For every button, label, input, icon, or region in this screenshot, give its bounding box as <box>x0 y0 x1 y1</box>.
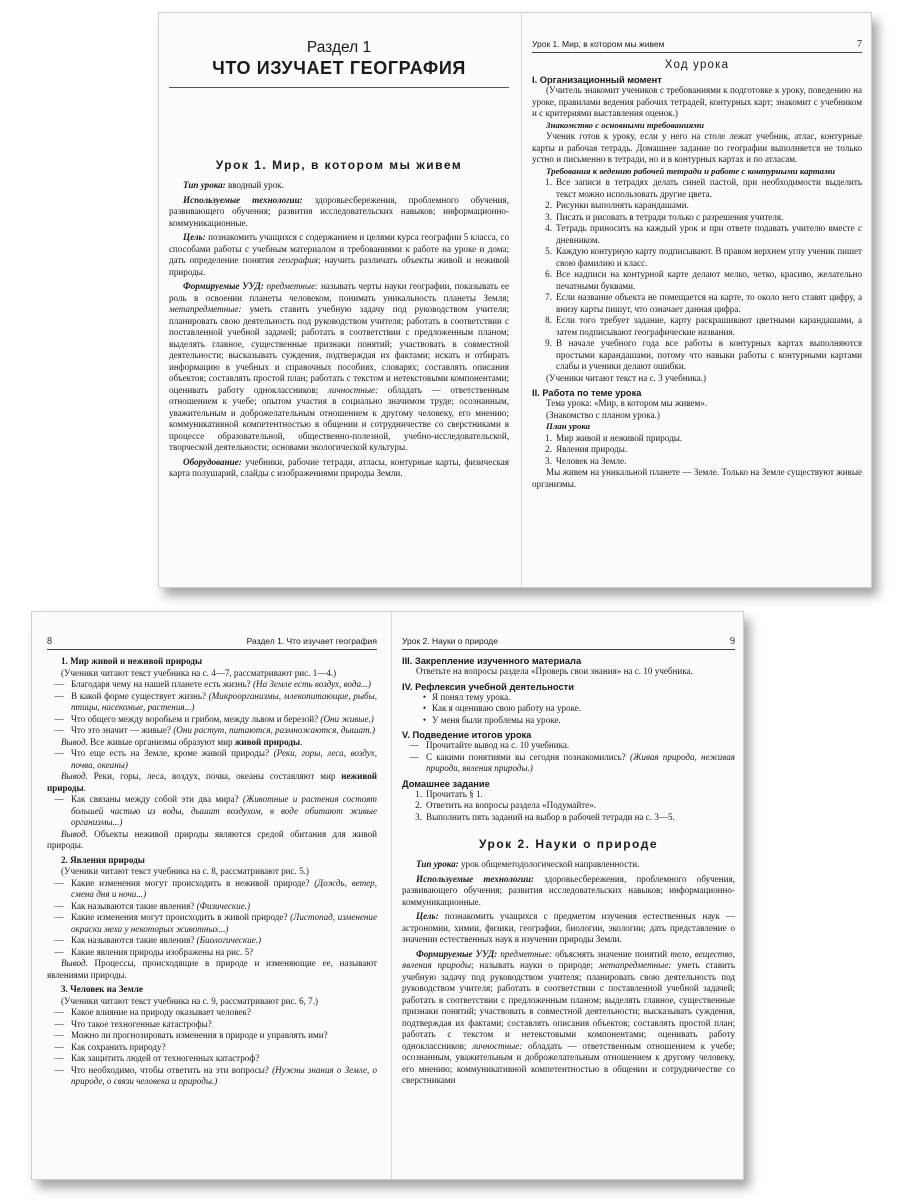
paragraph: (Ученики читают текст на с. 3 учебника.) <box>546 372 707 383</box>
subheading: Требования к ведению рабочей тетради и работе с контурными картами <box>546 165 835 176</box>
list-item <box>532 444 862 456</box>
part-title: II. Работа по теме урока <box>532 388 642 398</box>
question: Какие изменения могут происходить в неживой природе? <box>71 877 315 888</box>
question-text <box>71 878 377 901</box>
question-text <box>71 912 377 935</box>
question: Прочитайте вывод на с. 10 учебника. <box>426 740 570 750</box>
item-number: 3. <box>545 211 552 222</box>
page-right-9 <box>402 612 735 1179</box>
question-list <box>47 679 377 737</box>
lesson-uud: Формируемые УУД: предметные: называть черты науки географии, показывать ее роль в освоении планеты человеком, понимать уникальность планеты Земля; метапредметные: уметь ставить учебную задачу под руководством учителя; планировать свою деятельность под руководством учителя; работать в соответствии с поставленной учебной задачей; работать в соответствии с предложенным планом; выделять главное, существенные признаки понятий; участвовать в совместной деятельности; высказывать суждения, подтверждая их фактами; искать и отбирать информацию в учебных и справочных пособиях, словарях; составлять описания объектов; составлять простой план; работать с текстом и нетекстовыми компонентами; оценивать работу одноклассников; личностные: обладать — ответственным отношением к учебе; опытом участия в социально значимом труде; осознанным, уважительным и доброжелательным отношением к другому человеку, его мнению; коммуникативной компетентностью в общении и сотрудничестве со сверстниками в процессе образовательной, общественно-полезной, учебно-исследовательской, творческой деятельности; основами экологической культуры. <box>169 281 509 452</box>
list-item <box>532 177 862 200</box>
book-spread-top <box>158 12 872 588</box>
paragraph: Ответьте на вопросы раздела «Проверь свои знания» на с. 10 учебника. <box>416 666 693 676</box>
part-title: V. Подведение итогов урока <box>402 730 532 740</box>
question: Как называются такие явления? <box>71 900 197 911</box>
lesson-title: Урок 2. Науки о природе <box>479 837 658 851</box>
answer: (Они растут, питаются, размножаются, дышат.) <box>173 725 376 735</box>
list-item <box>532 223 862 246</box>
item-number: 1. <box>415 788 422 799</box>
answer: (Нужны знания о Земле, о природе, о связи человека и природы.) <box>71 1064 377 1086</box>
question-list <box>47 748 377 771</box>
lesson-type: Тип урока: урок общеметодологической направленности. <box>416 859 640 869</box>
item-text: Прочитать § 1. <box>426 788 483 799</box>
question-text <box>71 1042 377 1054</box>
question-item <box>47 794 377 829</box>
question: С какими понятиями вы сегодня познакомились? <box>426 751 631 762</box>
item-text: Если название объекта не помещается на карте, то около него ставят цифру, а внизу карты пишут, что означает данная цифра. <box>556 292 862 314</box>
question: Что общего между воробьем и грибом, между львом и березой? <box>71 713 321 724</box>
list-item <box>532 269 862 292</box>
list-item <box>402 789 735 801</box>
dash-marker: — <box>54 1007 64 1017</box>
item-text: Все надписи на контурной карте делают мелко, четко, красиво, желательно печатными буквами. <box>556 269 862 291</box>
question-text <box>71 794 377 829</box>
paragraph: (Ученики читают текст учебника на с. 9, рассматривают рис. 6, 7.) <box>61 995 319 1006</box>
section-title: ЧТО ИЗУЧАЕТ ГЕОГРАФИЯ <box>212 58 466 78</box>
paragraph: (Ученики читают текст учебника на с. 8, рассматривают рис. 5.) <box>61 866 309 876</box>
dash-marker: — <box>54 900 64 911</box>
question-list <box>47 1007 377 1088</box>
question-item <box>47 1030 377 1042</box>
question-text <box>71 1030 377 1042</box>
answer: (Микроорганизмы, млекопитающие, рыбы, птицы, насекомые, растения...) <box>71 690 377 712</box>
question: Можно ли прогнозировать изменения в природе и управлять ими? <box>71 1030 328 1040</box>
reflection-list <box>402 692 735 727</box>
item-text: У меня были проблемы на уроке. <box>432 714 561 725</box>
lesson-type: Тип урока: вводный урок. <box>183 180 284 190</box>
dash-marker: — <box>54 1053 64 1063</box>
answer: (Живая природа, неживая природа, явления природы.) <box>426 751 735 773</box>
question-item <box>47 912 377 935</box>
list-item <box>532 246 862 269</box>
spine-gutter <box>521 13 522 587</box>
question: Какие явления природы изображены на рис. 5? <box>71 946 254 957</box>
conclusion: Вывод. Все живые организмы образуют мир живой природы. <box>61 736 303 747</box>
question-text <box>71 725 377 737</box>
lesson-equipment: Оборудование: учебники, рабочие тетради, атласы, контурные карты, физическая карта полушарий, слайды с изображениями природы Земли. <box>169 456 509 478</box>
item-number: 7. <box>545 292 552 302</box>
subheading: Знакомство с основными требованиями <box>546 119 705 130</box>
question-item <box>47 1053 377 1065</box>
dash-marker: — <box>54 725 64 735</box>
answer: (На Земле есть воздух, вода...) <box>252 679 371 689</box>
question: Как называются такие явления? <box>71 935 197 945</box>
part-title: IV. Рефлексия учебной деятельности <box>402 681 574 692</box>
conclusion: Вывод. Объекты неживой природы являются средой обитания для живой природы. <box>47 828 377 850</box>
item-text: Ответить на вопросы раздела «Подумайте». <box>426 800 597 810</box>
paragraph: Мы живем на уникальной планете — Земле. Только на Земле существуют живые организмы. <box>532 467 862 489</box>
list-item <box>402 800 735 812</box>
dash-marker: — <box>54 679 64 689</box>
page-right-7 <box>532 13 862 587</box>
question-item <box>47 725 377 737</box>
answer: (Биологические.) <box>196 935 262 945</box>
dash-marker: — <box>409 751 419 762</box>
dash-marker: — <box>409 740 419 750</box>
question-text <box>71 947 377 959</box>
item-text: Каждую контурную карту подписывают. В правом верхнем углу ученик пишет свою фамилию и класс. <box>556 246 862 268</box>
question-text <box>71 1019 377 1031</box>
list-item <box>402 812 735 824</box>
bullet-marker: • <box>422 714 426 725</box>
bullet-marker: • <box>422 691 426 702</box>
title-divider <box>169 87 509 88</box>
question: Как защитить людей от техногенных катастроф? <box>71 1053 260 1063</box>
item-text: Выполнить пять заданий на выбор в рабочей тетради на с. 3—5. <box>426 811 675 822</box>
question-text <box>426 752 735 775</box>
item-number: 5. <box>545 246 552 256</box>
homework-list <box>402 789 735 824</box>
running-head: Урок 2. Науки о природе 9 <box>402 636 735 650</box>
question: Благодаря чему на нашей планете есть жизнь? <box>71 679 253 689</box>
question: Что такое техногенные катастрофы? <box>71 1018 212 1029</box>
running-head: Урок 1. Мир, в котором мы живем 7 <box>532 39 862 53</box>
question-list <box>402 740 735 775</box>
lesson-technologies: Используемые технологии: здоровьесбережения, проблемного обучения, развивающего обучения; развития исследовательских навыков; информационно-коммуникационные. <box>169 194 509 228</box>
item-number: 4. <box>545 223 552 233</box>
question-list <box>47 794 377 829</box>
paragraph: Тема урока: «Мир, в котором мы живем». <box>546 398 708 408</box>
dash-marker: — <box>54 1030 64 1040</box>
lesson-title: Урок 1. Мир, в котором мы живем <box>215 158 463 172</box>
question-item <box>47 901 377 913</box>
question-item <box>47 935 377 947</box>
book-spread-bottom <box>31 611 744 1180</box>
lesson-uud: Формируемые УУД: предметные: объяснять значение понятий тело, вещество, явления природы; называть науки о природе; метапредметные: уметь ставить учебную задачу под руководством учителя; планировать свою деятельность под руководством учителя; работать в соответствии с поставленной учебной задачей; работать в соответствии с предложенным планом; выделять главное, существенные признаки понятий; участвовать в совместной деятельности; высказывать суждения, подтверждая их фактами; составлять описания объектов; составлять простой план; работать с текстом и нетекстовыми компонентами; оценивать работу одноклассников; личностные: обладать — ответственным отношением к учебе; осознанным, уважительным и доброжелательным отношением к другому человеку, его мнению; коммуникативной компетентностью в общении и сотрудничестве со сверстниками <box>402 948 735 1085</box>
question-item <box>47 714 377 726</box>
page-number: 8 <box>47 636 52 647</box>
dash-marker: — <box>54 794 64 804</box>
question-item <box>47 691 377 714</box>
question-item <box>402 752 735 775</box>
question-item <box>47 748 377 771</box>
question-item <box>47 1065 377 1088</box>
question: В какой форме существует жизнь? <box>71 690 209 701</box>
question-item <box>47 947 377 959</box>
page-number: 7 <box>857 39 862 50</box>
list-item <box>532 456 862 468</box>
question-text <box>71 1053 377 1065</box>
list-item <box>532 292 862 315</box>
section-label: Раздел 1 <box>306 39 372 56</box>
conclusion: Вывод. Процессы, происходящие в природе и изменяющие ее, называют явлениями природы. <box>47 958 377 980</box>
question-item <box>47 878 377 901</box>
dash-marker: — <box>54 713 64 724</box>
list-item <box>402 715 735 727</box>
bullet-marker: • <box>422 703 426 713</box>
question-item <box>47 679 377 691</box>
item-number: 2. <box>415 800 422 810</box>
question-text <box>71 679 377 691</box>
subsection-title: 2. Явления природы <box>61 854 145 865</box>
question: Какие изменения могут происходить в живой природе? <box>71 912 291 922</box>
lesson-course-title: Ход урока <box>664 59 730 71</box>
part-title: I. Организационный момент <box>532 75 662 85</box>
dash-marker: — <box>54 1018 64 1029</box>
question: Как сохранить природу? <box>71 1041 166 1052</box>
question-text <box>71 748 377 771</box>
question-list <box>47 878 377 959</box>
dash-marker: — <box>54 690 64 701</box>
question-item <box>402 740 735 752</box>
answer: (Листопад, изменение окраски меха у некоторых животных...) <box>71 912 377 934</box>
item-number: 8. <box>545 315 552 325</box>
lesson-goal: Цель: познакомить учащихся с предметом изучения естественных наук — астрономии, химии, физики, географии, биологии, экологии; дать представление о значении естественных наук в изучении природы Земли. <box>402 911 735 944</box>
question-item <box>47 1042 377 1054</box>
item-text: Явления природы. <box>556 444 628 454</box>
dash-marker: — <box>54 748 64 758</box>
paragraph: (Ученики читают текст учебника на с. 4—7, рассматривают рис. 1—4.) <box>61 667 337 678</box>
part-title: Домашнее задание <box>402 778 490 789</box>
item-text: Мир живой и неживой природы. <box>556 432 683 443</box>
rules-list <box>532 177 862 373</box>
question-text <box>71 714 377 726</box>
item-text: Если того требует задание, карту раскрашивают цветными карандашами, а затем подписывают географические названия. <box>556 315 862 337</box>
item-number: 1. <box>545 432 552 443</box>
item-number: 3. <box>415 811 422 822</box>
item-text: Как я оцениваю свою работу на уроке. <box>432 703 582 713</box>
dash-marker: — <box>54 946 64 957</box>
list-item <box>532 338 862 373</box>
list-item <box>532 315 862 338</box>
page-left-8 <box>47 612 377 1179</box>
question-text <box>71 1065 377 1088</box>
paragraph: Ученик готов к уроку, если у него на столе лежат учебник, атлас, контурные карты и рабочая тетрадь. Домашнее задание по географии выполняется не только устно и письменно в тетради, но и в контурных картах и по атласам. <box>532 131 862 164</box>
lesson-goal: Цель: познакомить учащихся с содержанием и целями курса географии 5 класса, со способами работы с учебным материалом и требованиями к работе на уроке и дома; дать определение понятия география; научить различать объекты живой и неживой природы. <box>169 232 509 277</box>
item-number: 2. <box>545 200 552 210</box>
paragraph: (Учитель знакомит учеников с требованиями к подготовке к уроку, поведению на уроке, правилами ведения рабочих тетрадей, контурных карт; знакомит с учебником и с критериями выставления оценок.) <box>532 85 862 118</box>
subsection-title: 3. Человек на Земле <box>61 984 143 994</box>
item-text: Рисунки выполнять карандашами. <box>556 200 689 210</box>
running-head: 8 Раздел 1. Что изучает география <box>47 636 377 650</box>
item-text: Тетрадь приносить на каждый урок и при ответе подавать учителю вместе с дневником. <box>556 223 862 245</box>
dash-marker: — <box>54 935 64 945</box>
part-title: III. Закрепление изученного материала <box>402 656 582 666</box>
question: Что необходимо, чтобы ответить на эти вопросы? <box>71 1064 273 1075</box>
question-text <box>426 740 735 752</box>
item-number: 3. <box>545 455 552 466</box>
question-item <box>47 1007 377 1019</box>
list-item <box>402 692 735 704</box>
list-item <box>402 703 735 715</box>
item-text: В начале учебного года все работы в контурных картах выполняются простыми карандашами, потому что навыки работы с контурными картами слабы и ученики делают ошибки. <box>556 338 862 371</box>
subsection-title: 1. Мир живой и неживой природы <box>61 656 203 666</box>
item-number: 9. <box>545 338 552 348</box>
dash-marker: — <box>54 877 64 888</box>
subheading: План урока <box>546 421 591 431</box>
spine-gutter <box>391 612 392 1179</box>
answer: (Физические.) <box>196 900 251 911</box>
lesson-technologies: Используемые технологии: здоровьесбережения, проблемного обучения, развивающего обучения; развития исследовательских навыков; информационно-коммуникационные. <box>402 873 735 907</box>
list-item <box>532 212 862 224</box>
answer: (Они живые.) <box>320 713 374 724</box>
item-number: 2. <box>545 444 552 454</box>
item-number: 1. <box>545 177 552 187</box>
answer: (Реки, горы, леса, воздух, почва, океаны) <box>71 748 377 770</box>
dash-marker: — <box>54 1064 64 1075</box>
list-item <box>532 200 862 212</box>
dash-marker: — <box>54 1041 64 1052</box>
question-text <box>71 901 377 913</box>
item-number: 6. <box>545 269 552 279</box>
question-text <box>71 691 377 714</box>
item-text: Человек на Земле. <box>556 455 627 466</box>
list-item <box>532 433 862 445</box>
item-text: Я понял тему урока. <box>432 691 511 702</box>
conclusion: Вывод. Реки, горы, леса, воздух, почва, океаны составляют мир неживой природы. <box>47 771 377 793</box>
page-left-6 <box>169 13 509 587</box>
question: Что еще есть на Земле, кроме живой природы? <box>71 748 274 758</box>
question-text <box>71 935 377 947</box>
question-text <box>71 1007 377 1019</box>
question-item <box>47 1019 377 1031</box>
dash-marker: — <box>54 912 64 922</box>
question: Как связаны между собой эти два мира? <box>71 794 243 804</box>
answer: (Дождь, ветер, смена дня и ночи...) <box>71 877 377 899</box>
paragraph: (Знакомство с планом урока.) <box>546 409 660 420</box>
item-text: Все записи в тетрадях делать синей пастой, при необходимости выделить текст можно использовать другие цвета. <box>556 177 862 199</box>
answer: (Животные и растения состоят большей частью из воды, дышат воздухом, в воде обитают живые организмы...) <box>71 794 377 827</box>
plan-list <box>532 433 862 468</box>
question: Что это значит — живые? <box>71 725 174 735</box>
question: Какое влияние на природу оказывает человек? <box>71 1007 251 1017</box>
page-number: 9 <box>730 636 735 647</box>
item-text: Писать и рисовать в тетради только с разрешения учителя. <box>556 211 784 222</box>
